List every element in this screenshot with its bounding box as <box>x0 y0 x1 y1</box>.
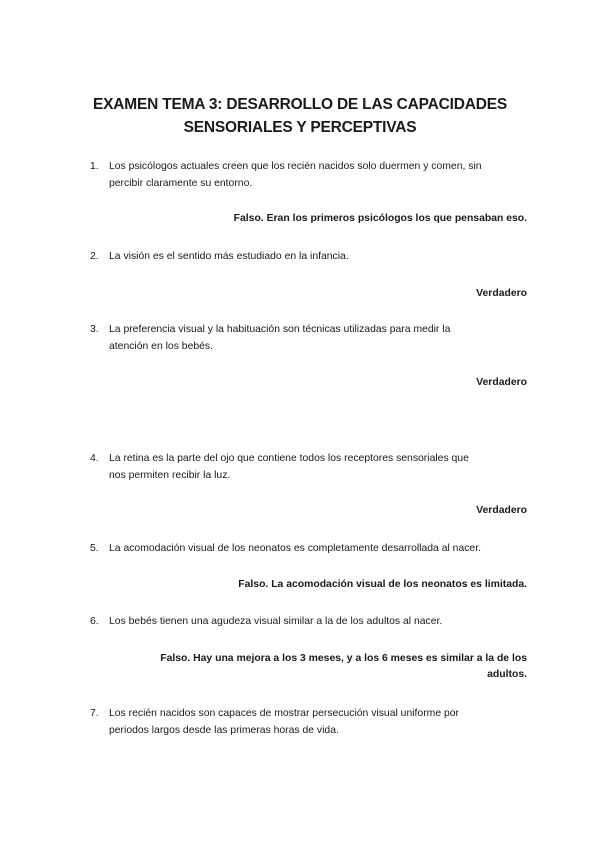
question-line: La retina es la parte del ojo que contiene todos los receptores sensoriales que <box>109 453 469 464</box>
answer-4 <box>127 503 527 519</box>
answer-6 <box>127 651 527 683</box>
answer-5 <box>127 577 527 593</box>
title-line-1: EXAMEN TEMA 3: DESARROLLO DE LAS CAPACIDADES <box>92 96 508 113</box>
question-number: 2. <box>90 251 99 262</box>
answer-line: Verdadero <box>476 505 527 516</box>
question-line: Los bebés tienen una agudeza visual similar a la de los adultos al nacer. <box>109 616 443 627</box>
question-text <box>109 158 529 192</box>
title-line-2: SENSORIALES Y PERCEPTIVAS <box>183 119 417 136</box>
answer-line: Falso. Hay una mejora a los 3 meses, y a los 6 meses es similar a la de los <box>160 653 527 664</box>
answer-line: Falso. La acomodación visual de los neonatos es limitada. <box>238 579 527 590</box>
question-number: 3. <box>90 324 99 335</box>
question-text <box>109 248 529 265</box>
question-number: 6. <box>90 616 99 627</box>
answer-1 <box>127 211 527 227</box>
answer-2 <box>127 286 527 302</box>
answer-line: Verdadero <box>476 288 527 299</box>
answer-line: Verdadero <box>476 377 527 388</box>
question-text <box>109 540 529 557</box>
question-line: Los recién nacidos son capaces de mostrar persecución visual uniforme por <box>109 708 459 719</box>
question-text <box>109 705 529 739</box>
exam-title <box>60 93 540 139</box>
answer-3 <box>127 375 527 391</box>
question-number: 4. <box>90 453 99 464</box>
question-line: atención en los bebés. <box>109 341 213 352</box>
question-number: 1. <box>90 161 99 172</box>
question-line: La preferencia visual y la habituación son técnicas utilizadas para medir la <box>109 324 451 335</box>
question-line: periodos largos desde las primeras horas de vida. <box>109 725 339 736</box>
question-line: nos permiten recibir la luz. <box>109 470 231 481</box>
question-number: 7. <box>90 708 99 719</box>
question-text <box>109 613 529 630</box>
question-line: Los psicólogos actuales creen que los recién nacidos solo duermen y comen, sin <box>109 161 482 172</box>
question-number: 5. <box>90 543 99 554</box>
question-line: percibir claramente su entorno. <box>109 178 253 189</box>
question-line: La acomodación visual de los neonatos es completamente desarrollada al nacer. <box>109 543 481 554</box>
question-text <box>109 321 529 355</box>
answer-line: Falso. Eran los primeros psicólogos los que pensaban eso. <box>233 213 527 224</box>
answer-line: adultos. <box>487 669 527 680</box>
question-text <box>109 450 529 484</box>
question-line: La visión es el sentido más estudiado en la infancia. <box>109 251 349 262</box>
